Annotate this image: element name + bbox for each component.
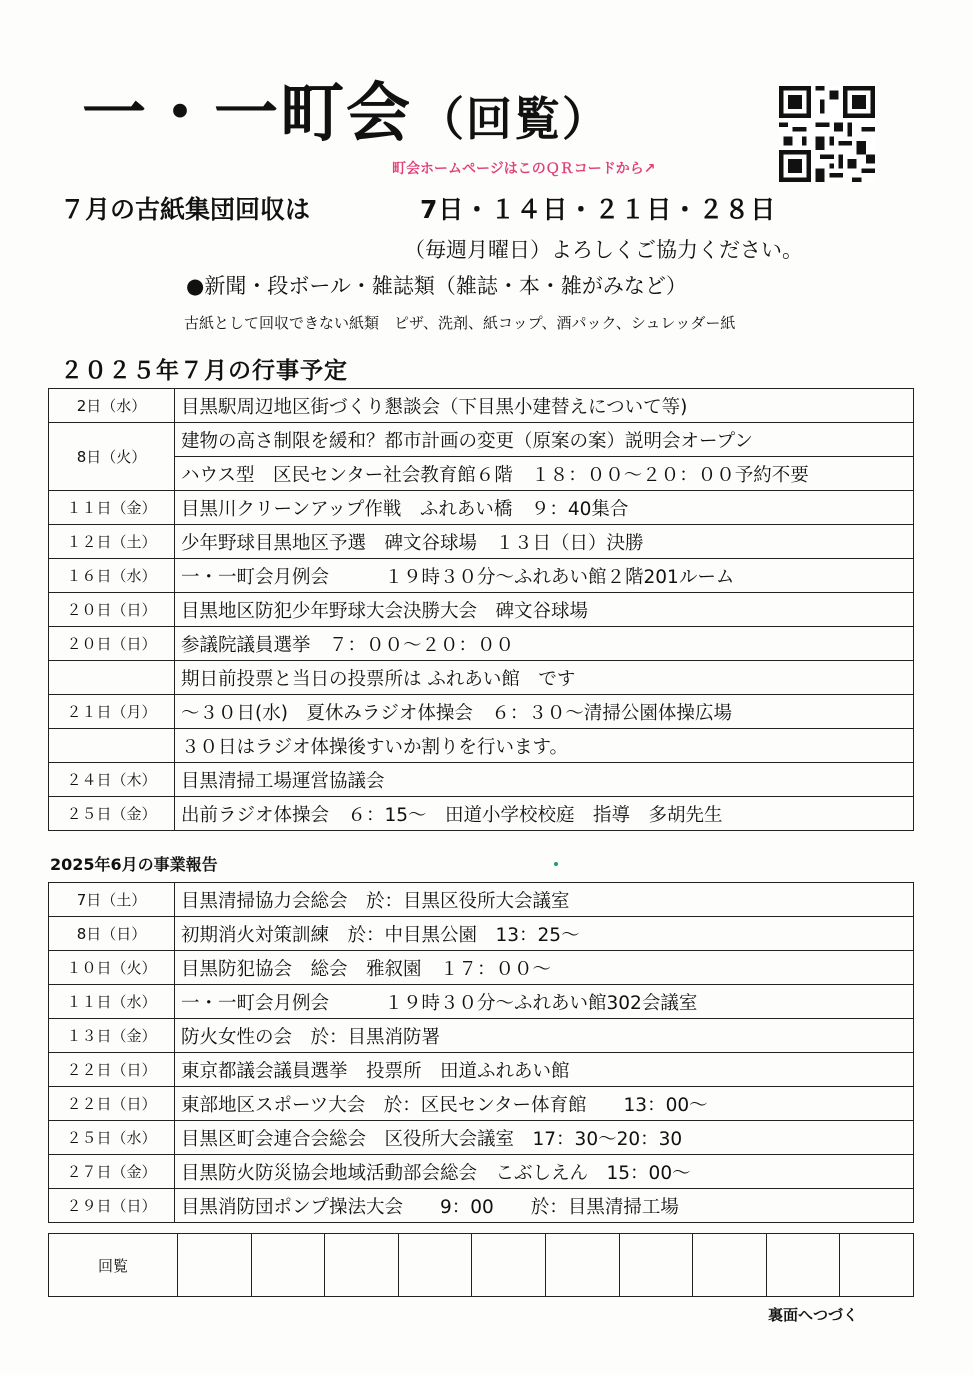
- date-cell: ２０日（日）: [49, 593, 175, 627]
- table-row: [49, 1155, 914, 1189]
- date-cell: ２１日（月）: [49, 695, 175, 729]
- stamp-cell[interactable]: [472, 1234, 546, 1297]
- table-row: [49, 559, 914, 593]
- date-cell: ２２日（日）: [49, 1053, 175, 1087]
- circulation-label: 回覧: [49, 1234, 178, 1297]
- event-cell: 東京都議会議員選挙 投票所 田道ふれあい館: [175, 1053, 914, 1087]
- event-cell: 出前ラジオ体操会 ６：15～ 田道小学校校庭 指導 多胡先生: [175, 797, 914, 831]
- schedule-table: [48, 388, 914, 831]
- table-row: [49, 661, 914, 695]
- stamp-cell[interactable]: [693, 1234, 767, 1297]
- stamp-cell[interactable]: [178, 1234, 252, 1297]
- date-cell: １２日（土）: [49, 525, 175, 559]
- date-cell: [49, 661, 175, 695]
- ink-dot: [554, 862, 558, 866]
- date-cell: 2日（水）: [49, 389, 175, 423]
- event-cell: 目黒駅周辺地区街づくり懇談会（下目黒小建替えについて等): [175, 389, 914, 423]
- table-row: [49, 491, 914, 525]
- date-cell: ２５日（金）: [49, 797, 175, 831]
- collection-exclusions: 古紙として回収できない紙類 ピザ、洗剤、紙コップ、酒パック、シュレッダー紙: [184, 314, 736, 332]
- date-cell: [49, 729, 175, 763]
- event-cell: 目黒清掃工場運営協議会: [175, 763, 914, 797]
- event-cell: 目黒防火防災協会地域活動部会総会 こぶしえん 15：00～: [175, 1155, 914, 1189]
- date-cell: ２５日（水）: [49, 1121, 175, 1155]
- collection-note: （毎週月曜日）よろしくご協力ください。: [404, 238, 803, 262]
- table-row: [49, 525, 914, 559]
- continue-note: 裏面へつづく: [768, 1306, 859, 1324]
- date-cell: １０日（火）: [49, 951, 175, 985]
- date-cell: １３日（金）: [49, 1019, 175, 1053]
- table-row: [49, 423, 914, 457]
- title-main: 一・一町会: [82, 77, 412, 151]
- table-row: [49, 985, 914, 1019]
- event-cell: 期日前投票と当日の投票所は ふれあい館 です: [175, 661, 914, 695]
- title-suffix: （回覧）: [418, 92, 610, 146]
- table-row: [49, 457, 914, 491]
- event-cell: ハウス型 区民センター社会教育館６階 １８：００～２０：００予約不要: [175, 457, 914, 491]
- table-row: [49, 627, 914, 661]
- event-cell: 目黒区町会連合会総会 区役所大会議室 17：30～20：30: [175, 1121, 914, 1155]
- table-row: [49, 389, 914, 423]
- table-row: [49, 1234, 914, 1297]
- stamp-cell[interactable]: [545, 1234, 619, 1297]
- table-row: [49, 763, 914, 797]
- table-row: [49, 593, 914, 627]
- table-row: [49, 1121, 914, 1155]
- table-row: [49, 1053, 914, 1087]
- date-cell: １１日（水）: [49, 985, 175, 1019]
- event-cell: 参議院議員選挙 ７：００～２０：００: [175, 627, 914, 661]
- date-cell: ２７日（金）: [49, 1155, 175, 1189]
- event-cell: 一・一町会月例会 １９時３０分～ふれあい館２階201ルーム: [175, 559, 914, 593]
- table-row: [49, 951, 914, 985]
- report-heading: 2025年6月の事業報告: [50, 855, 218, 874]
- event-cell: 目黒清掃協力会総会 於：目黒区役所大会議室: [175, 883, 914, 917]
- circulation-stamp-table: [48, 1233, 914, 1297]
- stamp-cell[interactable]: [398, 1234, 472, 1297]
- event-cell: 一・一町会月例会 １９時３０分～ふれあい館302会議室: [175, 985, 914, 1019]
- event-cell: 建物の高さ制限を緩和？都市計画の変更（原案の案）説明会オープン: [175, 423, 914, 457]
- collection-dates: 7日・１４日・２１日・２８日: [420, 195, 777, 224]
- table-row: [49, 729, 914, 763]
- qr-code-icon[interactable]: [779, 86, 875, 182]
- event-cell: 目黒防犯協会 総会 雅叙園 １７：００～: [175, 951, 914, 985]
- event-cell: 防火女性の会 於：目黒消防署: [175, 1019, 914, 1053]
- event-cell: 目黒川クリーンアップ作戦 ふれあい橋 ９：40集合: [175, 491, 914, 525]
- date-cell: ２０日（日）: [49, 627, 175, 661]
- page-title: [82, 62, 610, 154]
- date-cell: ２９日（日）: [49, 1189, 175, 1223]
- event-cell: 少年野球目黒地区予選 碑文谷球場 １３日（日）決勝: [175, 525, 914, 559]
- event-cell: 目黒地区防犯少年野球大会決勝大会 碑文谷球場: [175, 593, 914, 627]
- table-row: [49, 797, 914, 831]
- table-row: [49, 1019, 914, 1053]
- date-cell: 7日（土）: [49, 883, 175, 917]
- collection-label: ７月の古紙集団回収は: [60, 195, 311, 224]
- event-cell: 初期消火対策訓練 於：中目黒公園 13：25～: [175, 917, 914, 951]
- stamp-cell[interactable]: [325, 1234, 399, 1297]
- event-cell: ３０日はラジオ体操後すいか割りを行います。: [175, 729, 914, 763]
- table-row: [49, 883, 914, 917]
- date-cell: １６日（水）: [49, 559, 175, 593]
- date-cell: ２２日（日）: [49, 1087, 175, 1121]
- report-table: [48, 882, 914, 1223]
- table-row: [49, 1189, 914, 1223]
- date-cell: １１日（金）: [49, 491, 175, 525]
- stamp-cell[interactable]: [840, 1234, 914, 1297]
- date-cell: ２４日（木）: [49, 763, 175, 797]
- table-row: [49, 1087, 914, 1121]
- collection-items: ●新聞・段ボール・雑誌類（雑誌・本・雑がみなど）: [186, 274, 687, 298]
- event-cell: 目黒消防団ポンプ操法大会 9：00 於：目黒清掃工場: [175, 1189, 914, 1223]
- stamp-cell[interactable]: [251, 1234, 325, 1297]
- event-cell: 東部地区スポーツ大会 於：区民センター体育館 13：00～: [175, 1087, 914, 1121]
- schedule-heading: ２０２５年７月の行事予定: [60, 358, 348, 384]
- event-cell: ～３０日(水) 夏休みラジオ体操会 ６：３０～清掃公園体操広場: [175, 695, 914, 729]
- date-cell: 8日（火）: [49, 423, 175, 491]
- table-row: [49, 695, 914, 729]
- date-cell: 8日（日）: [49, 917, 175, 951]
- qr-code-note: 町会ホームページはこのＱＲコードから↗: [392, 161, 656, 177]
- stamp-cell[interactable]: [766, 1234, 840, 1297]
- table-row: [49, 917, 914, 951]
- stamp-cell[interactable]: [619, 1234, 693, 1297]
